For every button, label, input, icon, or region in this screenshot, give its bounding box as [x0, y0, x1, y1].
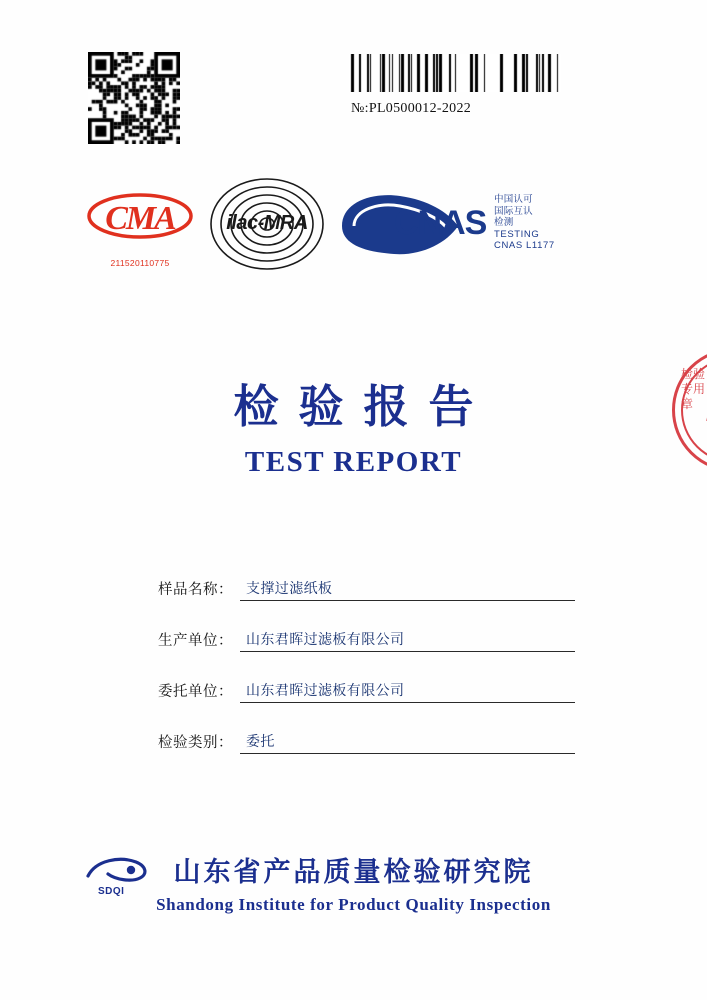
- barcode-block: [349, 54, 561, 117]
- field-row: [158, 672, 578, 723]
- field-underline: [240, 600, 575, 601]
- field-underline: [240, 702, 575, 703]
- seal-text: 检验专用章: [681, 367, 706, 411]
- cma-mark: [86, 192, 194, 268]
- sdqi-logo-icon: [86, 854, 152, 896]
- svg-text:SDQI: SDQI: [98, 886, 125, 896]
- cnas-side-line1: 中国认可: [494, 194, 533, 205]
- official-seal: [672, 348, 707, 472]
- barcode-image: [349, 54, 561, 92]
- cma-number: 211520110775: [110, 258, 170, 268]
- field-value-sample-name: 支撑过滤纸板: [246, 581, 333, 597]
- field-underline: [240, 753, 575, 754]
- field-label-manufacturer: 生产单位：: [158, 633, 233, 649]
- footer-row: [98, 850, 551, 915]
- page-title-cn: 检验报告: [233, 380, 494, 433]
- field-label-sample-name: 样品名称：: [158, 582, 233, 598]
- field-value-manufacturer: 山东君晖过滤板有限公司: [246, 632, 405, 648]
- cnas-label: CNAS: [394, 204, 487, 242]
- ilac-mra-mark: [208, 174, 326, 274]
- report-number-prefix: №:: [351, 101, 369, 116]
- report-fields: [158, 570, 578, 774]
- field-label-client: 委托单位：: [158, 684, 233, 700]
- institute-name-en: Shandong Institute for Product Quality Inspection: [156, 895, 551, 914]
- qr-code-image: [88, 52, 180, 144]
- field-row: [158, 621, 578, 672]
- footer-institute: [0, 850, 707, 915]
- field-row: [158, 723, 578, 774]
- report-number-value: PL0500012-2022: [368, 101, 472, 116]
- cnas-side-line2: 国际互认: [494, 205, 533, 217]
- svg-text:CMA: CMA: [105, 200, 175, 237]
- field-underline: [240, 651, 575, 652]
- ilac-label: ilac-MRA: [226, 212, 308, 234]
- field-row: [158, 570, 578, 621]
- cnas-side-line3: 检测: [494, 217, 514, 228]
- report-number: [349, 101, 561, 117]
- cnas-mark: [338, 190, 555, 264]
- accreditation-logos: [86, 170, 555, 285]
- cnas-side-line5: CNAS L1177: [494, 240, 555, 251]
- cnas-sidetext: [494, 194, 556, 252]
- field-label-inspection-type: 检验类别：: [158, 735, 233, 751]
- cma-icon: [86, 192, 194, 240]
- field-value-client: 山东君晖过滤板有限公司: [246, 683, 405, 699]
- page-title-en: TEST REPORT: [244, 446, 463, 478]
- institute-name-cn: 山东省产品质量检验研究院: [173, 857, 534, 888]
- cnas-side-line4: TESTING: [494, 228, 540, 240]
- field-value-inspection-type: 委托: [246, 734, 275, 750]
